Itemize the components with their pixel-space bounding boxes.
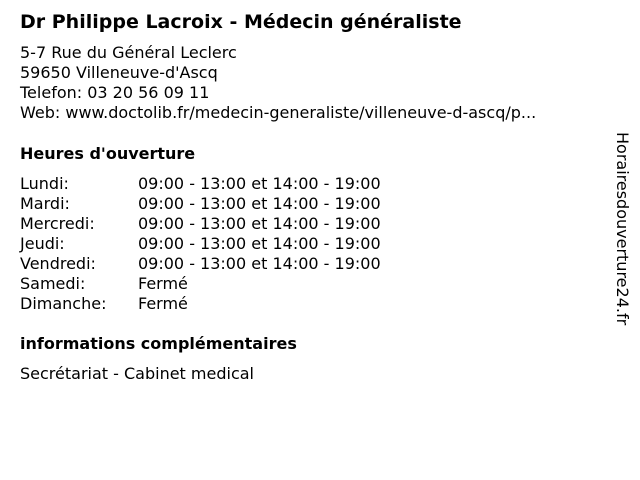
opening-hours-table [20, 174, 381, 314]
hours-row-sunday [20, 294, 381, 314]
hours-row-saturday [20, 274, 381, 294]
day-label: Mercredi: [20, 214, 95, 233]
page-title: Dr Philippe Lacroix - Médecin généraliste [20, 11, 462, 33]
additional-info-text: Secrétariat - Cabinet medical [20, 364, 254, 383]
phone-number: Telefon: 03 20 56 09 11 [20, 83, 210, 102]
day-label: Lundi: [20, 174, 69, 193]
hours-row-monday [20, 174, 381, 194]
opening-hours-heading: Heures d'ouverture [20, 144, 196, 163]
hours-row-friday [20, 254, 381, 274]
hours-row-thursday [20, 234, 381, 254]
brand-watermark: Horairesdouverture24.fr [613, 132, 632, 326]
time-value: 09:00 - 13:00 et 14:00 - 19:00 [138, 194, 381, 213]
time-value: 09:00 - 13:00 et 14:00 - 19:00 [138, 234, 381, 253]
time-value: Fermé [138, 294, 188, 313]
time-value: 09:00 - 13:00 et 14:00 - 19:00 [138, 214, 381, 233]
time-value: 09:00 - 13:00 et 14:00 - 19:00 [138, 174, 381, 193]
hours-row-tuesday [20, 194, 381, 214]
day-label: Mardi: [20, 194, 70, 213]
day-label: Samedi: [20, 274, 86, 293]
day-label: Dimanche: [20, 294, 107, 313]
additional-info-heading: informations complémentaires [20, 334, 297, 353]
city-address: 59650 Villeneuve-d'Ascq [20, 63, 218, 82]
street-address: 5-7 Rue du Général Leclerc [20, 43, 237, 62]
time-value: 09:00 - 13:00 et 14:00 - 19:00 [138, 254, 381, 273]
time-value: Fermé [138, 274, 188, 293]
day-label: Vendredi: [20, 254, 96, 273]
website-link[interactable]: Web: www.doctolib.fr/medecin-generaliste/villeneuve-d-ascq/p... [20, 103, 537, 122]
address-block [20, 43, 536, 123]
hours-row-wednesday [20, 214, 381, 234]
day-label: Jeudi: [20, 234, 65, 253]
